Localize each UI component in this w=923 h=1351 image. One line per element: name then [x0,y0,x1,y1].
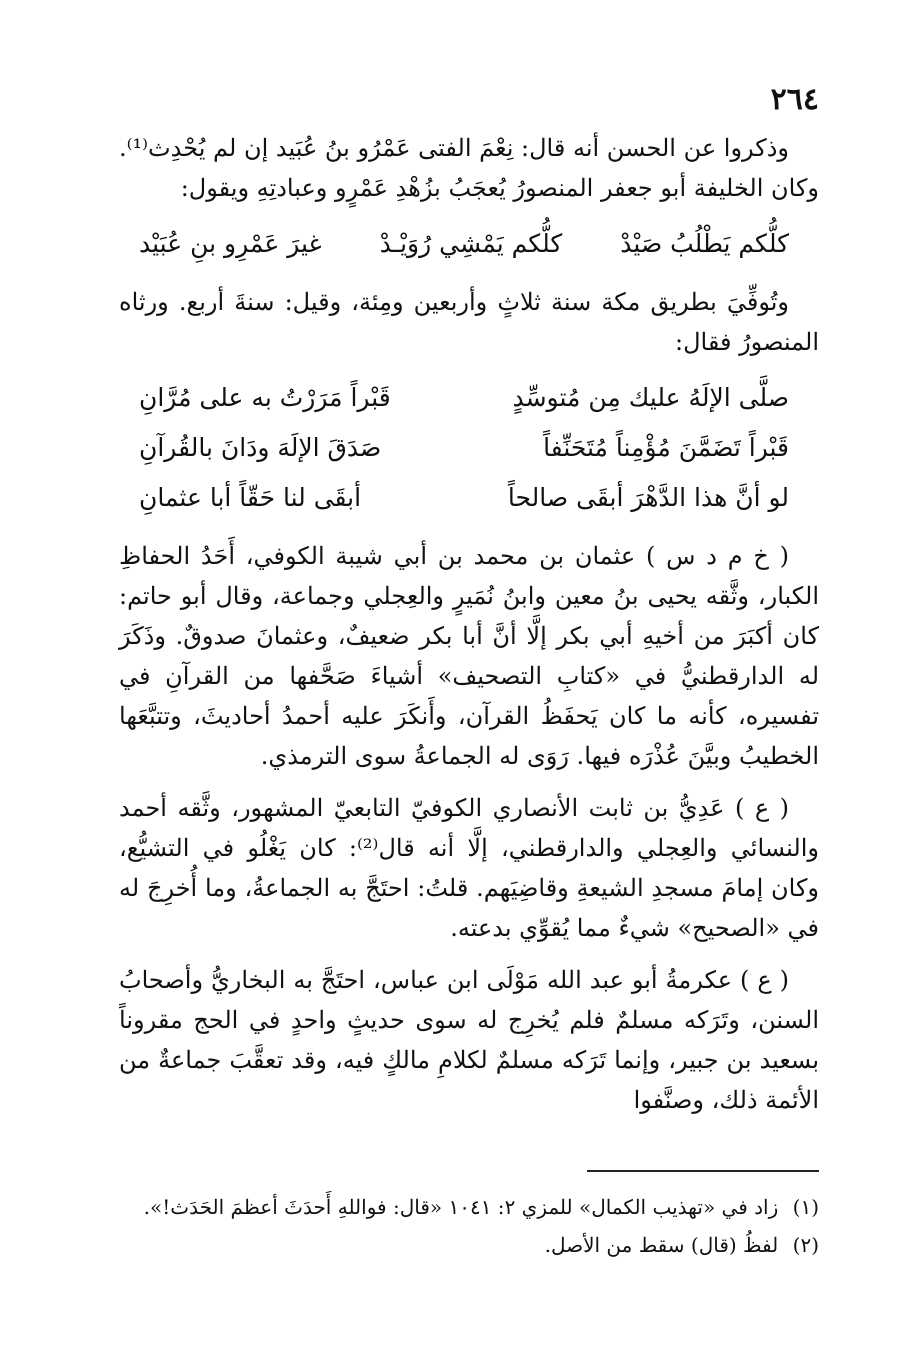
hemistich-first: لو أنَّ هذا الدَّهْرَ أبقَى صالحاً [507,483,789,512]
paragraph-amr-ibn-ubayd: وذكروا عن الحسن أنه قال: نِعْمَ الفتى عَمْرُو بنُ عُبَيد إن لم يُحْدِث⁽¹⁾. وكان الخليفة أبو جعفر المنصورُ يُعجَبُ بزُهْدِ عَمْرٍو وعبادتِهِ ويقول: [119,134,819,202]
poem-line [139,474,789,522]
hemistich-first: صلَّى الإلَهُ عليك مِن مُتوسِّدٍ [512,383,789,412]
footnote-number: (١) [792,1195,819,1219]
footnote-item [119,1188,819,1226]
verse-part: كلُّكم يَمْشِي رُوَيْـدْ [379,229,563,258]
verse-part: غيرَ عَمْرِو بنِ عُبَيْد [139,229,322,258]
footnote-number: (٢) [792,1233,819,1257]
footnote-text: لفظُ (قال) سقط من الأصل. [544,1233,779,1257]
poem-line [139,424,789,472]
paragraph-adi: ( ع ) عَدِيُّ بن ثابت الأنصاري الكوفيّ التابعيّ المشهور، وثَّقه أحمد والنسائي والعِجلي والدارقطني، إلَّا أنه قال⁽²⁾: كان يَغْلُو في التشيُّع، وكان إمامَ مسجدِ الشيعةِ وقاضِيَهم. قلتُ: احتَجَّ به الجماعةُ، وما أُخرِجَ له في «الصحيح» شيءٌ مما يُقوِّي بدعته. [119,794,819,942]
verse-line [139,220,789,268]
paragraph-uthman: ( خ م د س ) عثمان بن محمد بن أبي شيبة الكوفي، أَحَدُ الحفاظِ الكبار، وثَّقه يحيى بنُ معين وابنُ نُمَيرٍ والعِجلي وجماعة، وقال أبو حاتم: كان أكبَرَ من أخيهِ أبي بكر إلَّا أنَّ أبا بكر ضعيفٌ، وعثمانَ صدوقٌ. وذَكَرَ له الدارقطنيُّ في «كتابِ التصحيف» أشياءَ صَحَّفها من القرآنِ في تفسيره، كأنه ما كان يَحفَظُ القرآن، وأَنكَرَ عليه أحمدُ أحاديثَ، وتتبَّعَها الخطيبُ وبيَّنَ عُذْرَه فيها. رَوَى له الجماعةُ سوى الترمذي. [119,542,820,770]
paragraph-ikrimah: ( ع ) عكرمةُ أبو عبد الله مَوْلَى ابن عباس، احتَجَّ به البخاريُّ وأصحابُ السنن، وتَرَكه مسلمٌ فلم يُخرِج له سوى حديثٍ واحدٍ في الحج مقروناً بسعيد بن جبير، وإنما تَرَكه مسلمٌ لكلامِ مالكٍ فيه، وقد تعقَّبَ جماعةٌ من الأئمة ذلك، وصنَّفوا [119,966,819,1114]
hemistich-second: قَبْراً مَرَرْتُ به على مُرَّانِ [139,383,391,412]
footnotes [119,1188,819,1264]
footnote-text: زاد في «تهذيب الكمال» للمزي ٢: ١٠٤١ «قال: فواللهِ أَحدَثَ أعظمَ الحَدَث!». [143,1195,779,1219]
page-number: ٢٦٤ [770,82,819,117]
hemistich-first: قَبْراً تَضَمَّنَ مُؤْمِناً مُتَحَنِّفاً [543,433,789,462]
footnote-item [119,1226,819,1264]
paragraph-death: وتُوفِّيَ بطريق مكة سنة ثلاثٍ وأربعين ومِئة، وقيل: سنةَ أربع. ورثاه المنصورُ فقال: [119,288,819,356]
hemistich-second: أبقَى لنا حَقّاً أبا عثمانِ [139,483,362,512]
poem-line [139,374,789,422]
verse-part: كلُّكم يَطْلُبُ صَيْدْ [620,229,789,258]
footnote-divider [587,1170,819,1172]
hemistich-second: صَدَقَ الإلَهَ ودَانَ بالقُرآنِ [139,433,382,462]
main-text [119,128,819,1132]
elegy-poem [119,374,819,522]
